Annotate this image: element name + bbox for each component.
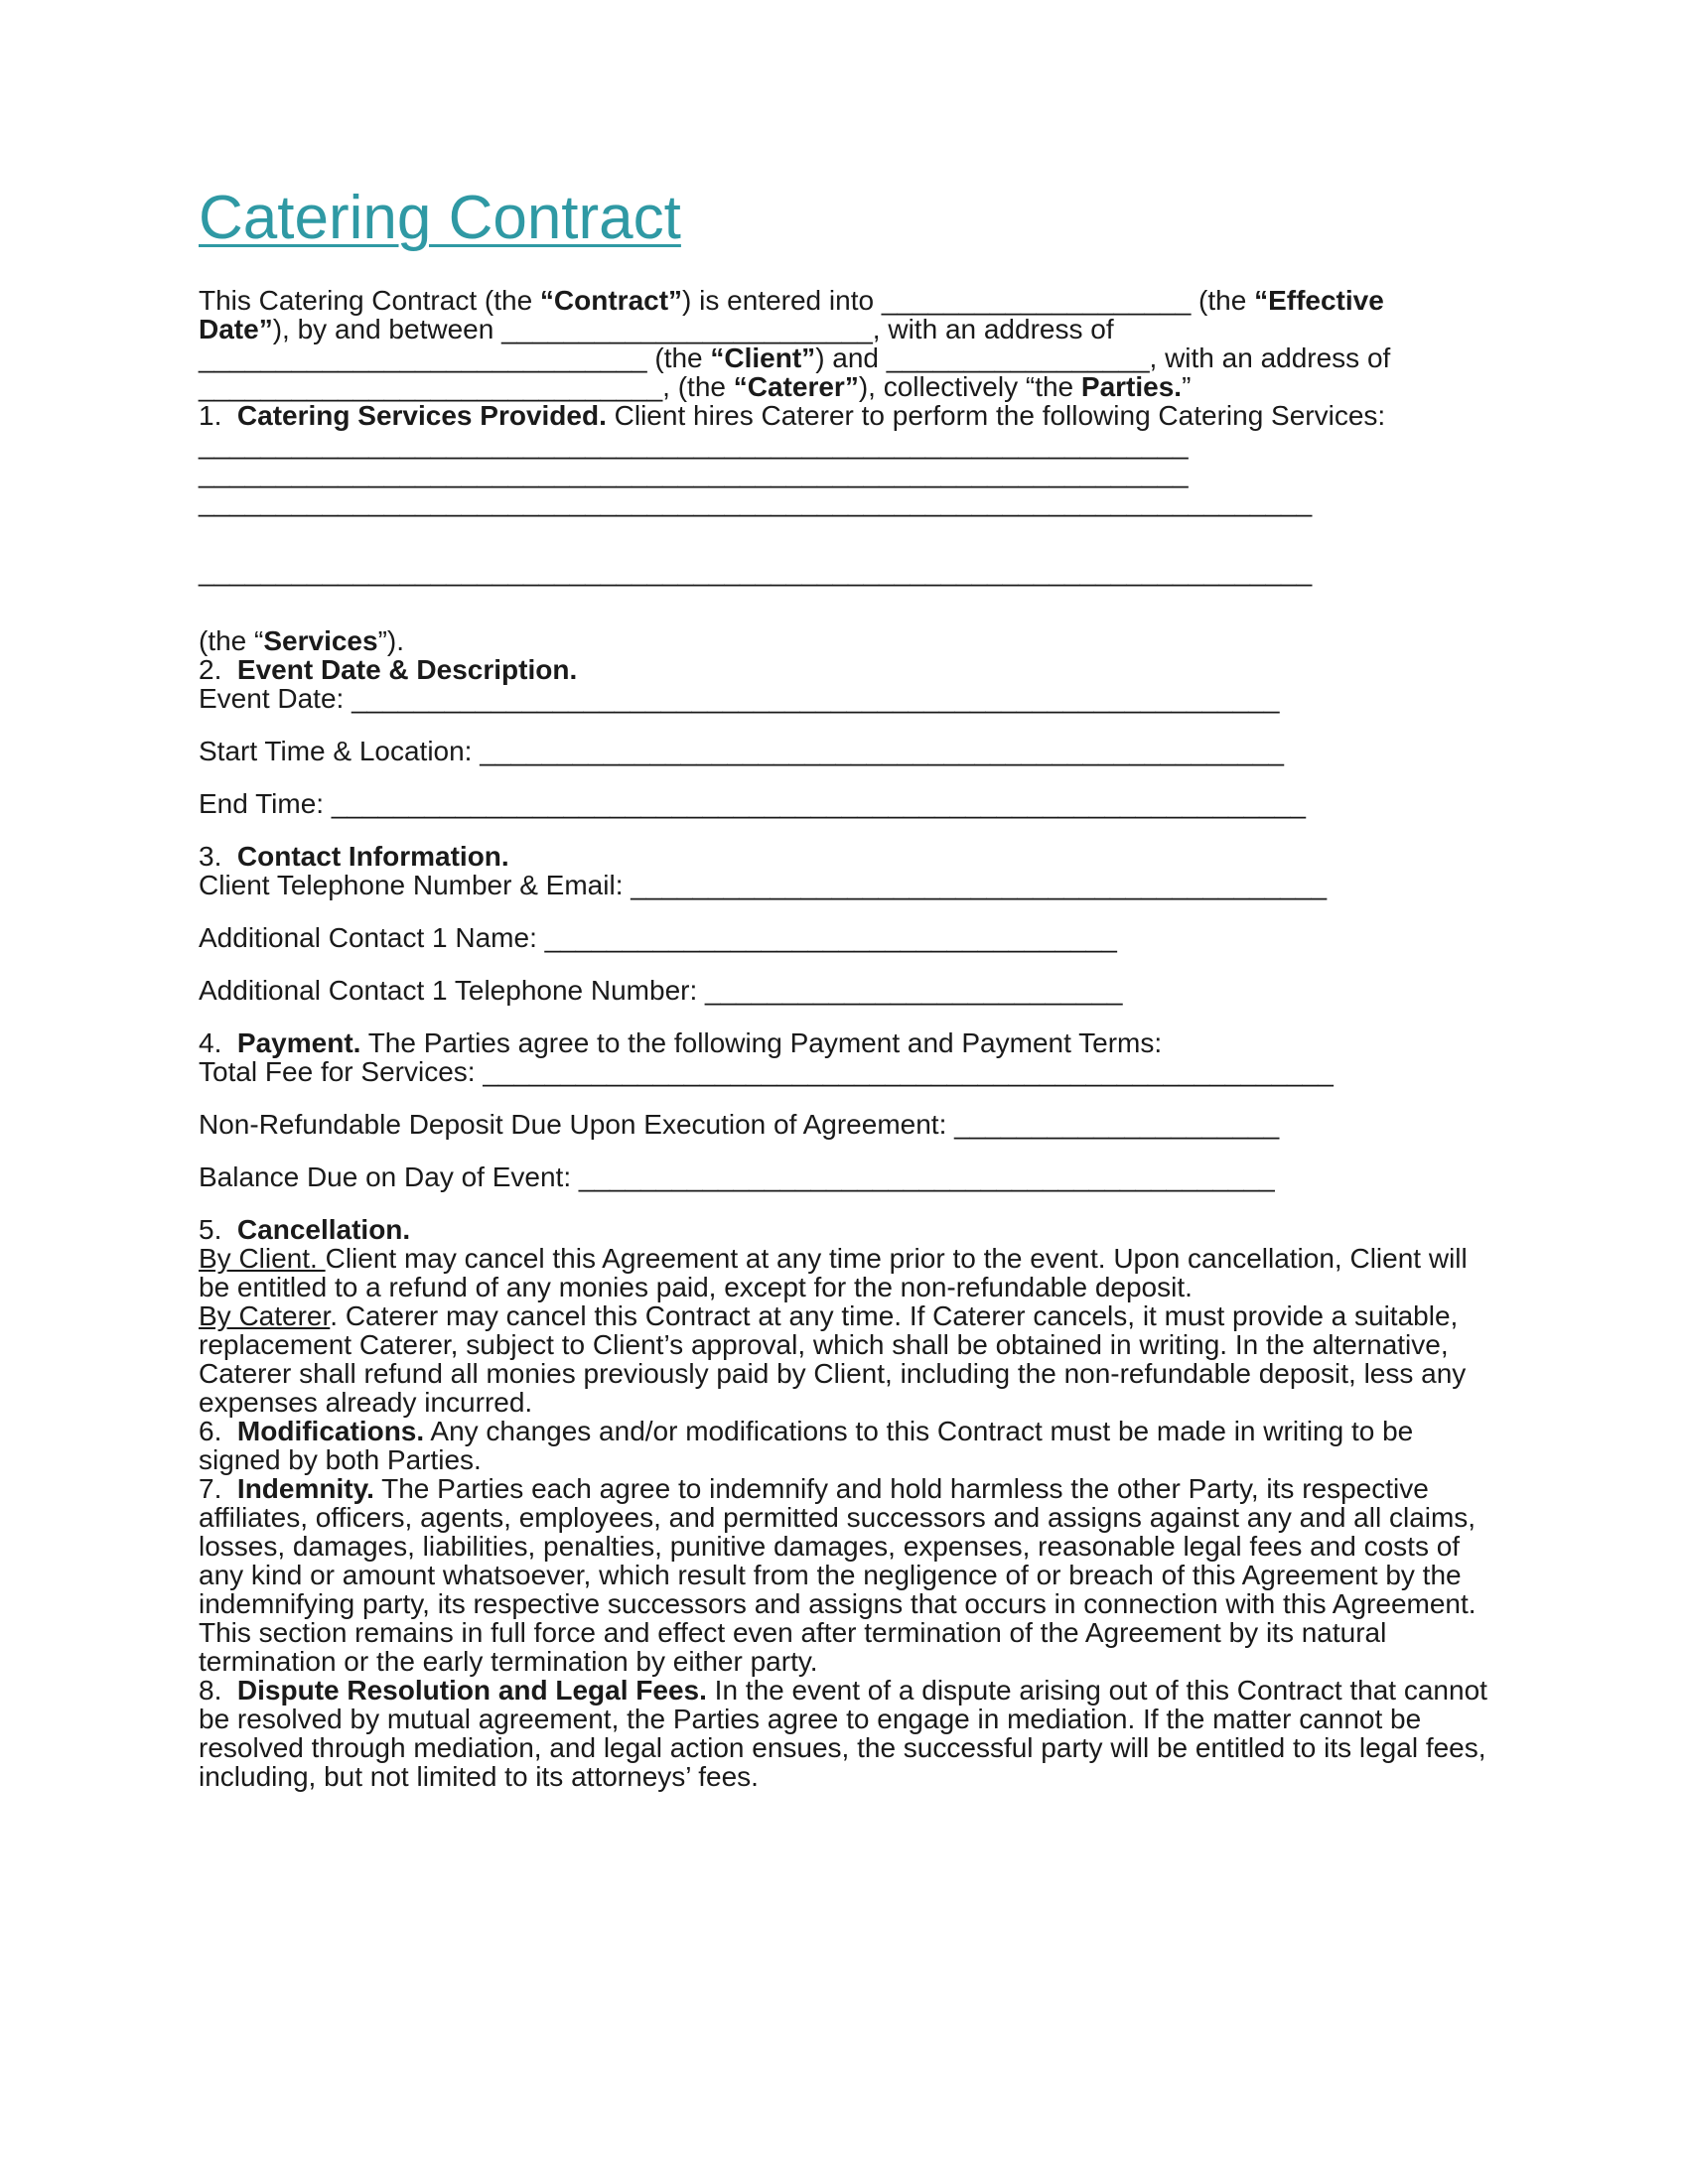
event-date-field: Event Date: ____________________________________________________________	[199, 683, 1280, 714]
section-number: 7.	[199, 1473, 237, 1504]
section-title: Dispute Resolution and Legal Fees.	[236, 1675, 707, 1706]
services-blank-3: ________________________________________________________________________	[199, 486, 1313, 517]
section-number: 2.	[199, 654, 237, 685]
deposit-field: Non-Refundable Deposit Due Upon Execution of Agreement: _____________________	[199, 1109, 1280, 1140]
section-5-heading	[199, 1215, 1499, 1244]
contract-term: “Contract”	[539, 285, 683, 316]
section-text: Any changes and/or modifications to this Contract must be made in writing to be signed by both Parties.	[199, 1416, 1422, 1475]
services-closing	[199, 626, 1499, 655]
by-client-label: By Client.	[199, 1243, 326, 1274]
client-phone-email-field: Client Telephone Number & Email: _____________________________________________	[199, 870, 1328, 900]
section-2-heading	[199, 655, 1499, 684]
document-title: Catering Contract	[199, 184, 681, 252]
section-title: Payment.	[236, 1027, 361, 1058]
services-blank-4: ________________________________________________________________________	[199, 556, 1313, 587]
section-number: 8.	[199, 1675, 237, 1706]
balance-due-field: Balance Due on Day of Event: _____________________________________________	[199, 1161, 1275, 1192]
services-closing-open: (the “	[199, 625, 264, 656]
intro-line-4	[199, 372, 1499, 401]
section-text: The Parties each agree to indemnify and hold harmless the other Party, its respective affiliates, officers, agents, employees, and permitted successors and assigns against any and all claims, losses, damages, liabilities, penalties, punitive damages, expenses, reasonable legal fees and costs of any kind or amount whatsoever, which result from the negligence of or breach of this Agreement by the indemnifying party, its respective successors and assigns that occurs in connection with this Agreement. This section remains in full force and effect even after termination of the Agreement by its natural termination or the early termination by either party.	[199, 1473, 1483, 1677]
by-caterer-label: By Caterer	[199, 1300, 331, 1331]
section-4-heading	[199, 1028, 1499, 1057]
section-title: Indemnity.	[236, 1473, 374, 1504]
by-client-text: Client may cancel this Agreement at any time prior to the event. Upon cancellation, Client will be entitled to a refund of any monies paid, except for the non-refundable deposit.	[199, 1243, 1476, 1302]
caterer-term: “Caterer”	[733, 371, 859, 402]
effective-date-term: “Effective	[1254, 285, 1384, 316]
section-title: Contact Information.	[236, 841, 509, 872]
section-number: 6.	[199, 1416, 237, 1446]
services-blank-2: ________________________________________________________________	[199, 458, 1189, 488]
additional-contact-name-field: Additional Contact 1 Name: _____________________________________	[199, 922, 1117, 953]
section-text: In the event of a dispute arising out of this Contract that cannot be resolved by mutual agreement, the Parties agree to engage in mediation. If the matter cannot be resolved through mediation, and legal action ensues, the successful party will be entitled to its legal fees, including, but not limited to its attorneys’ fees.	[199, 1675, 1495, 1792]
section-1-heading	[199, 401, 1499, 430]
total-fee-field: Total Fee for Services: _______________________________________________________	[199, 1056, 1334, 1087]
services-blank-1: ________________________________________________________________	[199, 429, 1189, 460]
cancellation-by-caterer	[199, 1301, 1499, 1417]
services-term: Services	[263, 625, 378, 656]
effective-date-term-end: Date”	[199, 314, 273, 344]
section-3-heading	[199, 842, 1499, 871]
client-name-blank: ), by and between ________________________, with an address of	[272, 314, 1114, 344]
intro-line-2	[199, 315, 1499, 343]
start-time-location-field: Start Time & Location: ____________________________________________________	[199, 736, 1284, 766]
section-6	[199, 1417, 1499, 1474]
section-number: 3.	[199, 841, 237, 872]
section-8	[199, 1676, 1499, 1791]
section-title: Event Date & Description.	[236, 654, 578, 685]
client-term: “Client”	[710, 342, 816, 373]
cancellation-by-client	[199, 1244, 1499, 1301]
section-number: 4.	[199, 1027, 237, 1058]
intro-text: This Catering Contract (the	[199, 285, 540, 316]
additional-contact-phone-field: Additional Contact 1 Telephone Number: ___________________________	[199, 975, 1123, 1006]
contract-body	[199, 286, 1499, 1791]
client-address-blank: _____________________________ (the	[199, 342, 711, 373]
parties-text: ), collectively “the	[858, 371, 1081, 402]
caterer-name-blank: ) and _________________, with an address of	[815, 342, 1391, 373]
parties-term: Parties.	[1080, 371, 1183, 402]
section-title: Modifications.	[236, 1416, 425, 1446]
section-text: Client hires Caterer to perform the following Catering Services:	[606, 400, 1386, 431]
services-closing-close: ”).	[377, 625, 405, 656]
by-caterer-text: . Caterer may cancel this Contract at any time. If Caterer cancels, it must provide a suitable, replacement Caterer, subject to Client’s approval, which shall be obtained in writing. In the alternative, Caterer shall refund all monies previously paid by Client, including the non-refundable deposit, less any expenses already incurred.	[199, 1300, 1475, 1418]
section-number: 5.	[199, 1214, 237, 1245]
section-number: 1.	[199, 400, 237, 431]
intro-line-1	[199, 286, 1499, 315]
effective-date-blank: ) is entered into ____________________ (the	[682, 285, 1255, 316]
parties-quote: ”	[1182, 371, 1192, 402]
section-title: Cancellation.	[236, 1214, 411, 1245]
section-7	[199, 1474, 1499, 1676]
intro-line-3	[199, 343, 1499, 372]
section-title: Catering Services Provided.	[236, 400, 607, 431]
end-time-field: End Time: _______________________________________________________________	[199, 788, 1306, 819]
section-text: The Parties agree to the following Payment and Payment Terms:	[360, 1027, 1163, 1058]
caterer-address-blank: ______________________________, (the	[199, 371, 734, 402]
